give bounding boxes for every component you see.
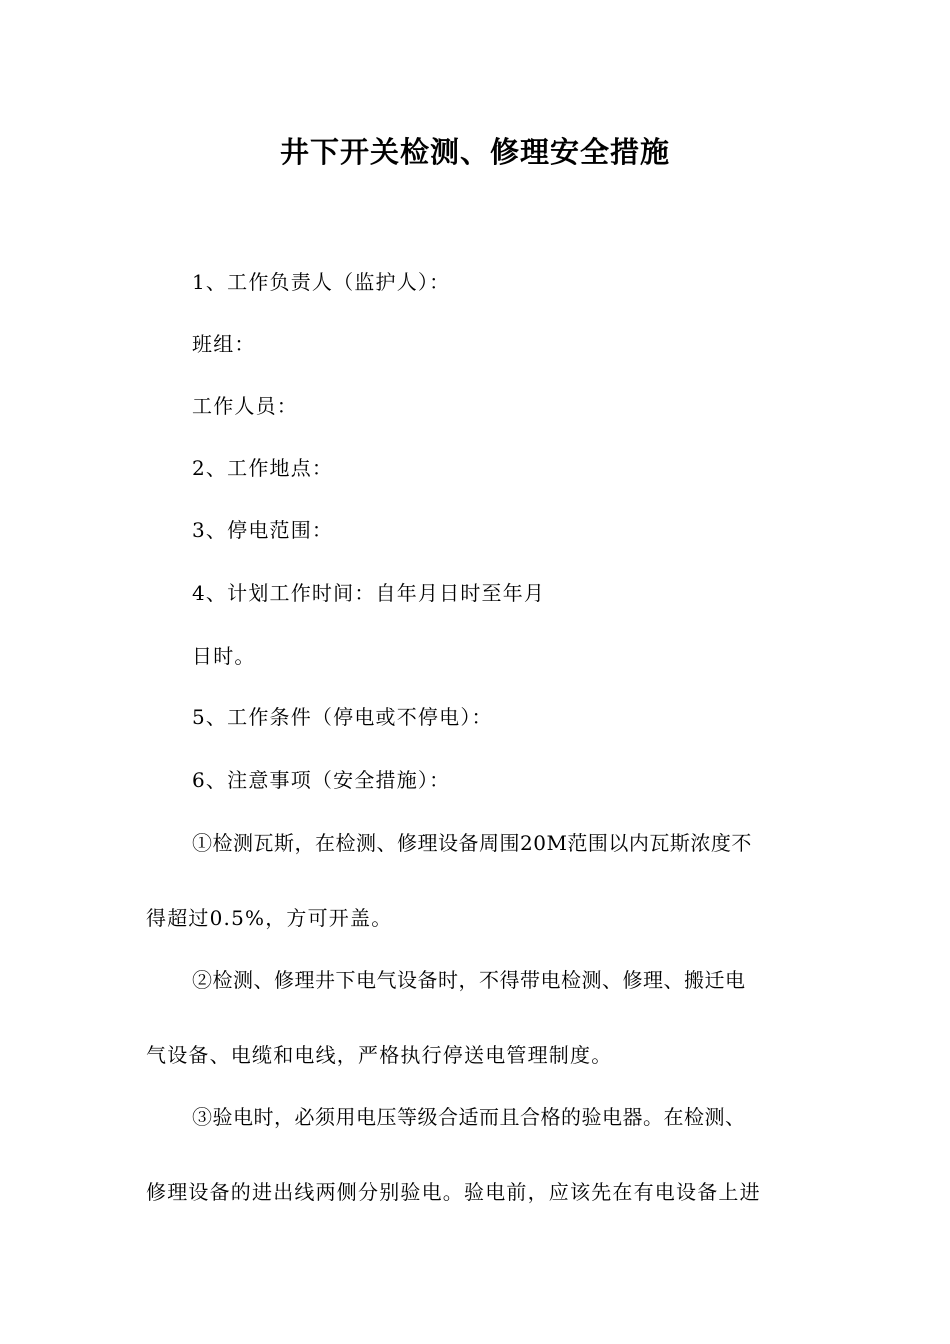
document-title: 井下开关检测、修理安全措施 — [279, 135, 670, 169]
field-team: 班组： — [192, 332, 256, 356]
field-planned-time-cont: 日时。 — [192, 644, 256, 668]
field-precautions: 6、注意事项（安全措施）： — [192, 768, 451, 792]
field-work-location: 2、工作地点： — [192, 456, 334, 480]
precaution-3-line-1: ③验电时，必须用电压等级合适而且合格的验电器。在检测、 — [192, 1105, 746, 1129]
precaution-2-line-2: 气设备、电缆和电线，严格执行停送电管理制度。 — [146, 1043, 613, 1067]
field-workers: 工作人员： — [192, 394, 298, 418]
field-planned-time: 4、计划工作时间：自年月日时至年月 — [192, 581, 546, 605]
field-work-conditions: 5、工作条件（停电或不停电）： — [192, 705, 493, 729]
field-outage-scope: 3、停电范围： — [192, 518, 334, 542]
field-work-leader: 1、工作负责人（监护人）： — [192, 270, 451, 294]
precaution-1-line-1: ①检测瓦斯，在检测、修理设备周围20M范围以内瓦斯浓度不 — [192, 831, 752, 855]
precaution-3-line-2: 修理设备的进出线两侧分别验电。验电前，应该先在有电设备上进 — [146, 1180, 761, 1204]
precaution-1-line-2: 得超过0.5%，方可开盖。 — [146, 906, 393, 930]
precaution-2-line-1: ②检测、修理井下电气设备时，不得带电检测、修理、搬迁电 — [192, 968, 746, 992]
